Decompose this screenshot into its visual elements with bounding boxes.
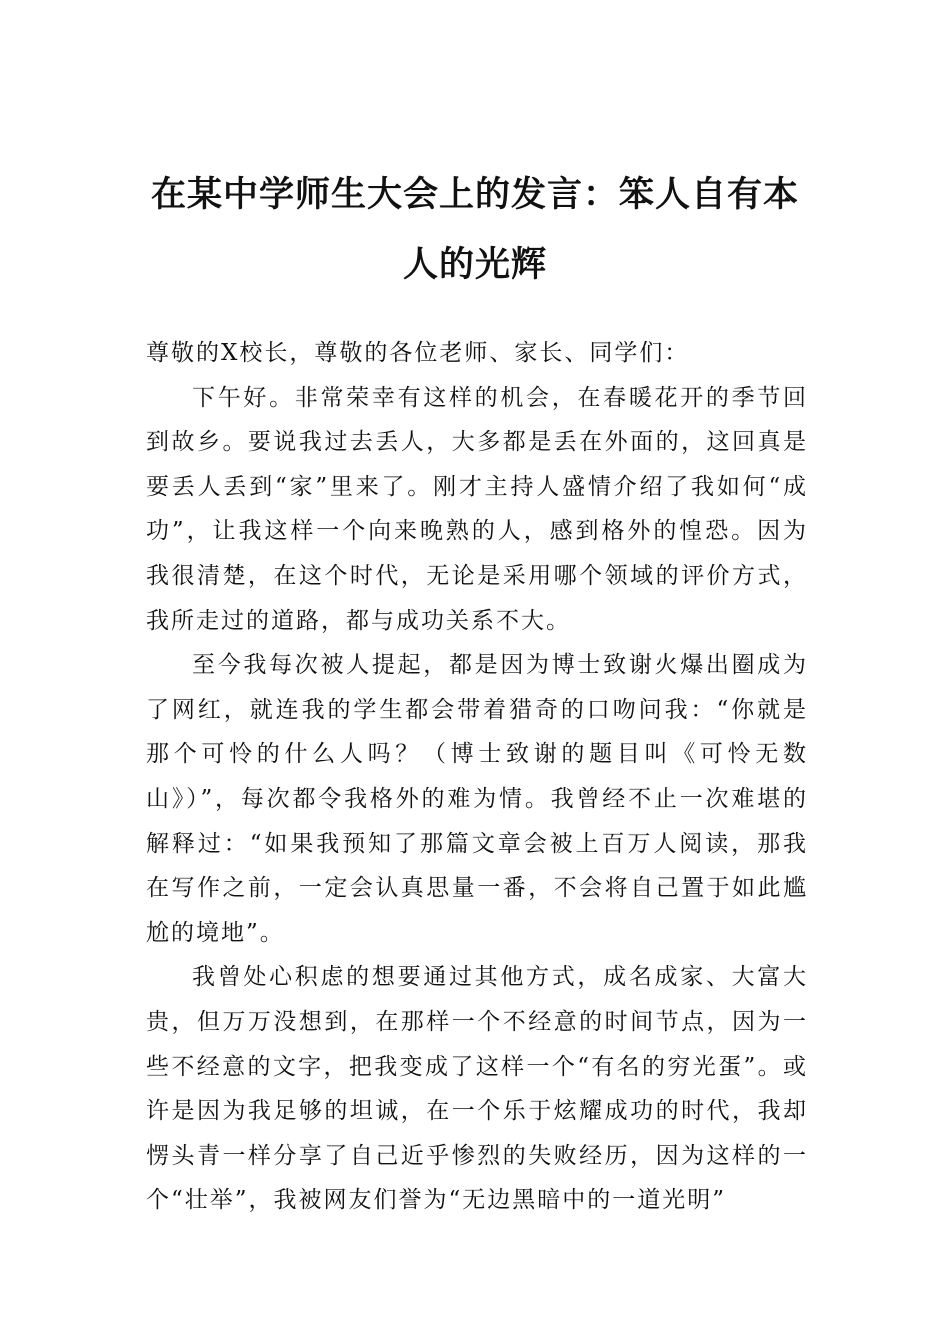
document-body [146, 331, 808, 1223]
paragraph: 下午好。非常荣幸有这样的机会，在春暖花开的季节回到故乡。要说我过去丢人，大多都是丢在外面的，这回真是要丢人丢到“家”里来了。刚才主持人盛情介绍了我如何“成功”，让我这样一个向来晚熟的人，感到格外的惶恐。因为我很清楚，在这个时代，无论是采用哪个领域的评价方式，我所走过的道路，都与成功关系不大。 [146, 384, 808, 634]
salutation: 尊敬的X校长，尊敬的各位老师、家长、同学们： [146, 340, 690, 366]
document-title: 在某中学师生大会上的发言：笨人自有本人的光辉 [150, 175, 799, 285]
paragraph: 我曾处心积虑的想要通过其他方式，成名成家、大富大贵，但万万没想到，在那样一个不经意的时间节点，因为一些不经意的文字，把我变成了这样一个“有名的穷光蛋”。或许是因为我足够的坦诚，在一个乐于炫耀成功的时代，我却愣头青一样分享了自己近乎惨烈的失败经历，因为这样的一个“壮举”，我被网友们誉为“无边黑暗中的一道光明” [146, 964, 808, 1214]
paragraph: 至今我每次被人提起，都是因为博士致谢火爆出圈成为了网红，就连我的学生都会带着猎奇的口吻问我：“你就是那个可怜的什么人吗？（博士致谢的题目叫《可怜无数山》）”，每次都令我格外的难为情。我曾经不止一次难堪的解释过：“如果我预知了那篇文章会被上百万人阅读，那我在写作之前，一定会认真思量一番，不会将自己置于如此尴尬的境地”。 [146, 652, 808, 946]
